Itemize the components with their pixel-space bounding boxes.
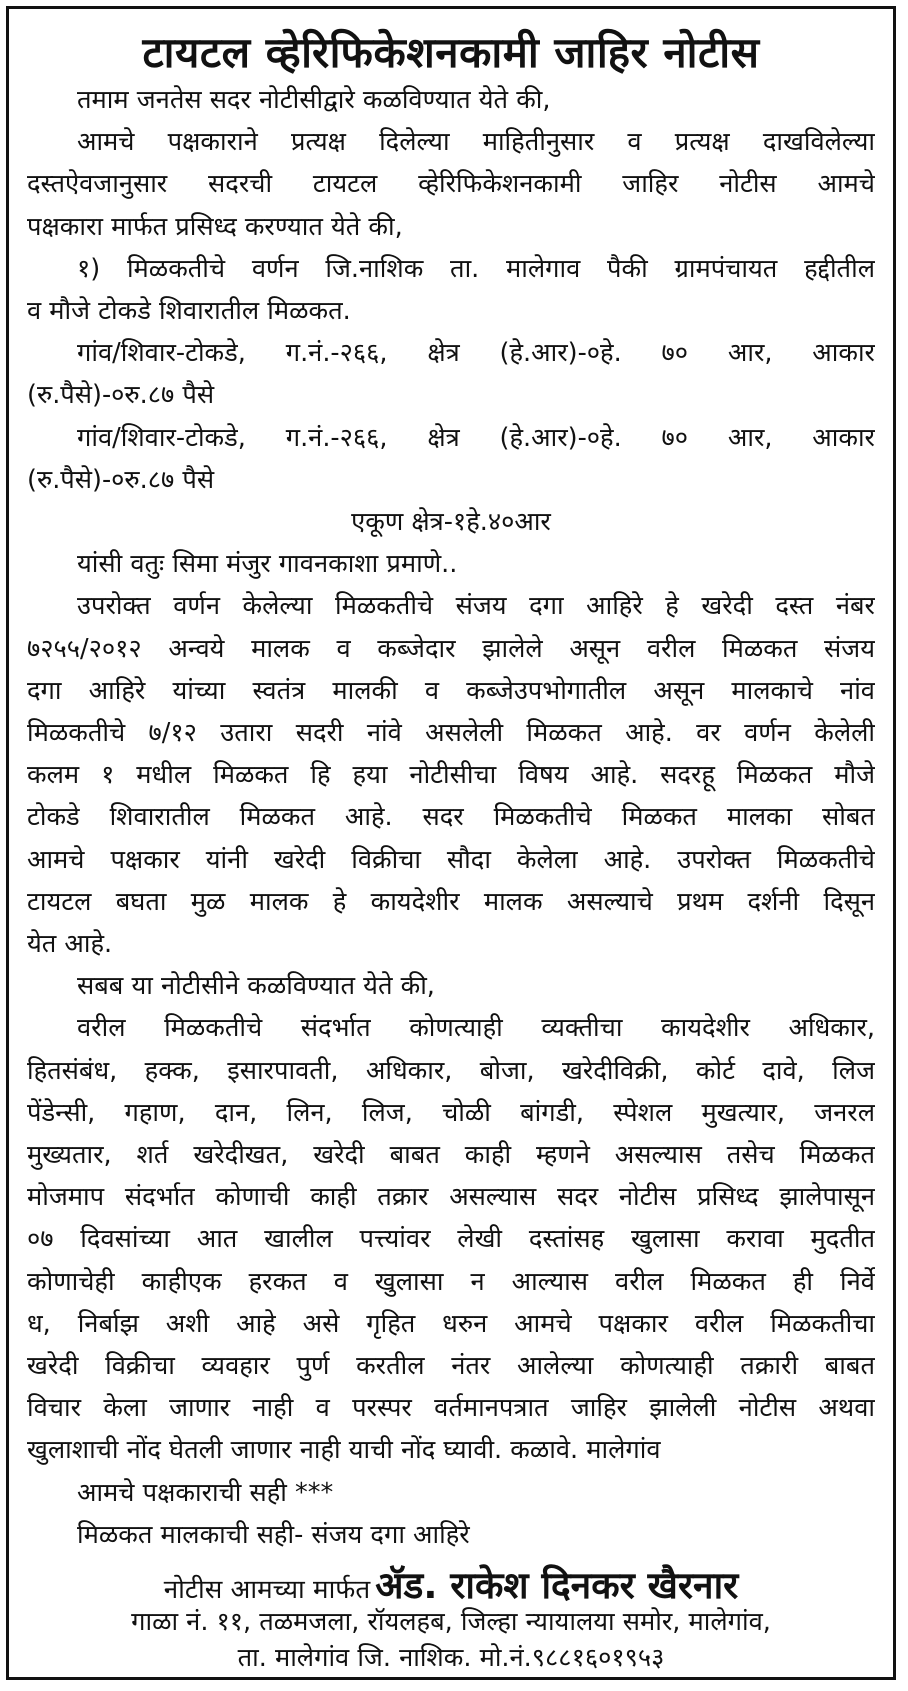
notice-line: पक्षकारा मार्फत प्रसिध्द करण्यात येते की, (27, 211, 403, 242)
notice-line: कोणाचेही काहीएक हरकत व खुलासा न आल्यास वरील मिळकत ही निर्वे (27, 1266, 875, 1297)
owner-signature-line: मिळकत मालकाची सही- संजय दगा आहिरे (77, 1519, 470, 1550)
notice-line: तमाम जनतेस सदर नोटीसीद्वारे कळविण्यात येते की, (77, 85, 551, 115)
client-signature-line: आमचे पक्षकाराची सही *** (77, 1477, 334, 1508)
total-area-line: एकूण क्षेत्र-१हे.४०आर (351, 507, 551, 537)
notice-line: आमचे पक्षकाराने प्रत्यक्ष दिलेल्या माहितीनुसार व प्रत्यक्ष दाखविलेल्या (77, 127, 875, 158)
signature-lead: नोटीस आमच्या मार्फत (163, 1575, 371, 1605)
notice-line: ध, निर्बाझ अशी आहे असे गृहित धरुन आमचे पक्षकार वरील मिळकतीचा (27, 1308, 875, 1339)
notice-line: ७२५५/२०१२ अन्वये मालक व कब्जेदार झालेले असून वरील मिळकत संजय (27, 633, 875, 664)
notice-line: मोजमाप संदर्भात कोणाची काही तक्रार असल्यास सदर नोटीस प्रसिध्द झालेपासून (27, 1182, 875, 1213)
notice-title: टायटल व्हेरिफिकेशनकामी जाहिर नोटीस (142, 28, 760, 77)
notice-line: टायटल बघता मुळ मालक हे कायदेशीर मालक असल्याचे प्रथम दर्शनी दिसून (27, 886, 875, 917)
notice-line: वरील मिळकतीचे संदर्भात कोणत्याही व्यक्तीचा कायदेशीर अधिकार, (77, 1013, 875, 1044)
notice-line: १) मिळकतीचे वर्णन जि.नाशिक ता. मालेगाव पैकी ग्रामपंचायत हद्दीतील (77, 253, 875, 284)
advocate-name: ॲड. राकेश दिनकर खैरनार (375, 1564, 739, 1607)
notice-line: टोकडे शिवारातील मिळकत आहे. सदर मिळकतीचे मिळकत मालका सोबत (27, 802, 875, 833)
notice-line: खरेदी विक्रीचा व्यवहार पुर्ण करतील नंतर आलेल्या कोणत्याही तक्रारी बाबत (27, 1351, 875, 1381)
notice-line: येत आहे. (27, 929, 113, 959)
notice-line: दगा आहिरे यांच्या स्वतंत्र मालकी व कब्जेउपभोगातील असून मालकाचे नांव (27, 675, 875, 706)
address-line: गाळा नं. ११, तळमजला, रॉयलहब, जिल्हा न्यायालया समोर, मालेगांव, (131, 1607, 771, 1638)
notice-line: गांव/शिवार-टोकडे, ग.नं.-२६६, क्षेत्र (हे.आर)-०हे. ७० आर, आकार (77, 422, 875, 453)
notice-line: सबब या नोटीसीने कळविण्यात येते की, (77, 971, 435, 1002)
notice-line: कलम १ मधील मिळकत हि हया नोटीसीचा विषय आहे. सदरहू मिळकत मौजे (27, 760, 875, 791)
notice-box (6, 6, 896, 1680)
advocate-signature (9, 1558, 893, 1609)
notice-line: विचार केला जाणार नाही व परस्पर वर्तमानपत्रात जाहिर झालेली नोटीस अथवा (27, 1393, 875, 1424)
notice-line: (रु.पैसे)-०रु.८७ पैसे (27, 464, 215, 495)
notice-line: आमचे पक्षकार यांनी खरेदी विक्रीचा सौदा केलेला आहे. उपरोक्त मिळकतीचे (27, 844, 875, 875)
notice-line: यांसी वतुः सिमा मंजुर गावनकाशा प्रमाणे.. (77, 549, 458, 580)
notice-line: मिळकतीचे ७/१२ उतारा सदरी नांवे असलेली मिळकत आहे. वर वर्णन केलेली (27, 718, 875, 748)
notice-line: ०७ दिवसांच्या आत खालील पत्त्यांवर लेखी दस्तांसह खुलासा करावा मुदतीत (27, 1224, 875, 1255)
notice-line: हितसंबंध, हक्क, इसारपावती, अधिकार, बोजा, खरेदीविक्री, कोर्ट दावे, लिज (27, 1055, 875, 1086)
address-line: ता. मालेगांव जि. नाशिक. मो.नं.९८८१६०१९५३ (237, 1643, 665, 1674)
notice-line: (रु.पैसे)-०रु.८७ पैसे (27, 380, 215, 411)
notice-line: पेंडेन्सी, गहाण, दान, लिन, लिज, चोळी बांगडी, स्पेशल मुखत्यार, जनरल (27, 1097, 875, 1128)
notice-line: व मौजे टोकडे शिवारातील मिळकत. (27, 296, 351, 326)
notice-line: मुख्यतार, शर्त खरेदीखत, खरेदी बाबत काही म्हणने असल्यास तसेच मिळकत (27, 1140, 875, 1170)
notice-line: गांव/शिवार-टोकडे, ग.नं.-२६६, क्षेत्र (हे.आर)-०हे. ७० आर, आकार (77, 338, 875, 369)
notice-line: खुलाशाची नोंद घेतली जाणार नाही याची नोंद घ्यावी. कळावे. मालेगांव (27, 1435, 661, 1466)
notice-line: दस्तऐवजानुसार सदरची टायटल व्हेरिफिकेशनकामी जाहिर नोटीस आमचे (27, 169, 875, 200)
notice-line: उपरोक्त वर्णन केलेल्या मिळकतीचे संजय दगा आहिरे हे खरेदी दस्त नंबर (77, 591, 875, 622)
